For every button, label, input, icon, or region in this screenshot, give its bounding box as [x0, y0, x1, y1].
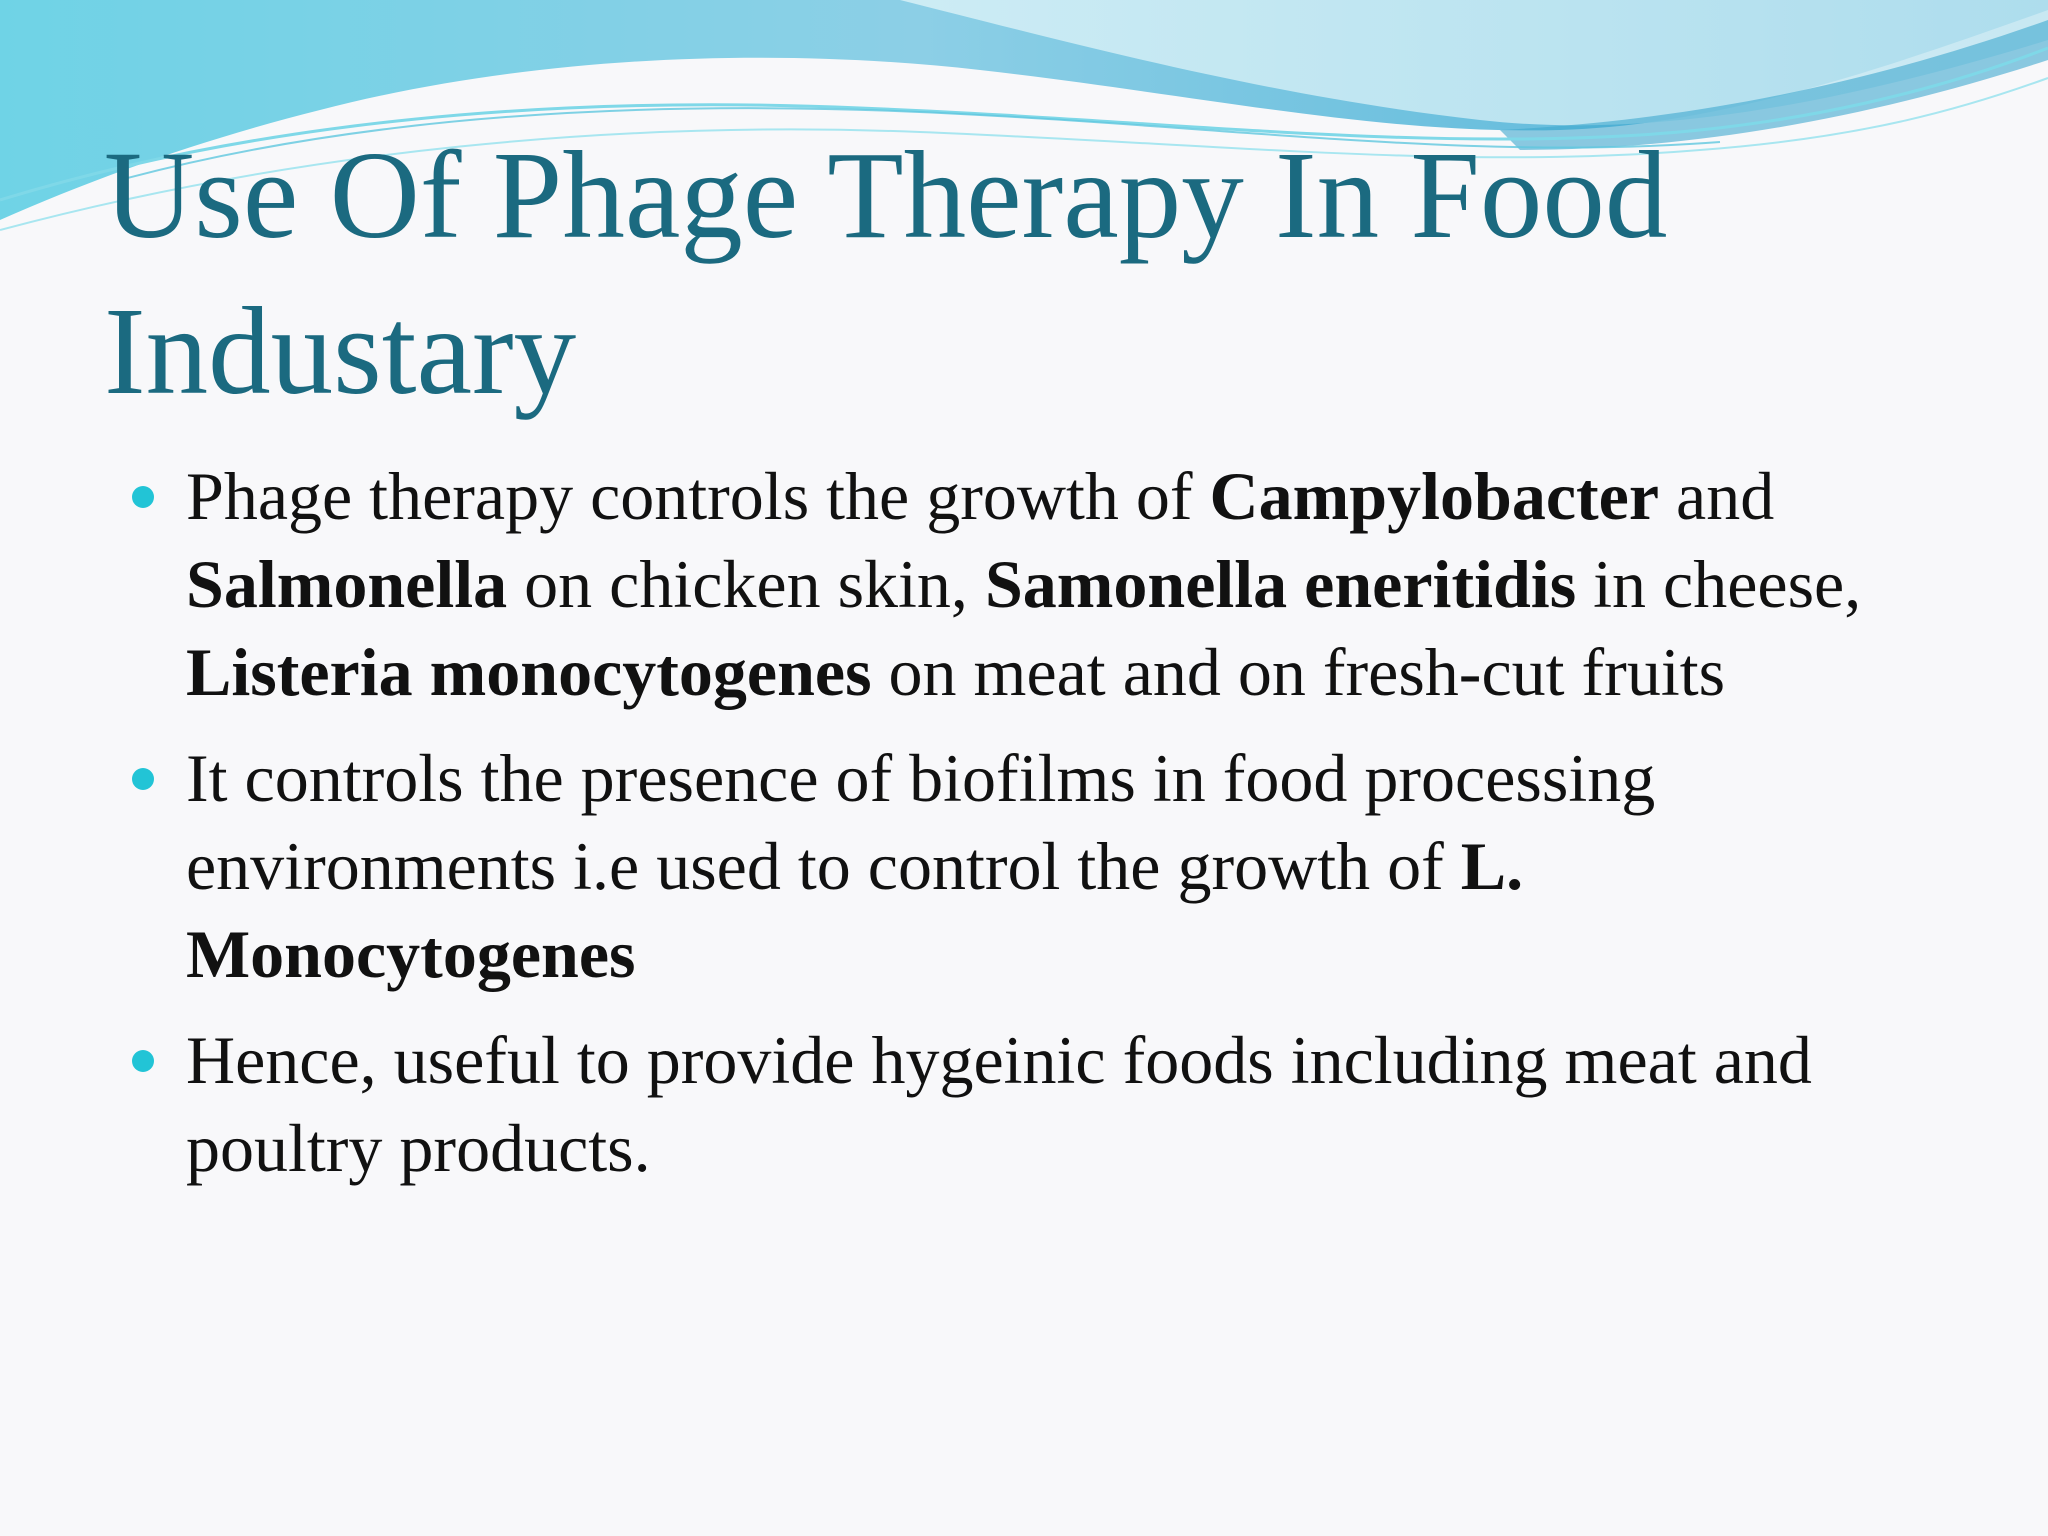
bullet-text: and [1659, 458, 1775, 534]
bullet-text-bold: Salmonella [186, 546, 508, 622]
bullet-dot-icon [132, 1050, 154, 1072]
bullet-dot-icon [132, 768, 154, 790]
bullet-dot-icon [132, 486, 154, 508]
bullet-text: on chicken skin, [507, 546, 985, 622]
bullet-item [130, 734, 1940, 998]
bullet-text: in cheese, [1576, 546, 1862, 622]
bullet-item [130, 452, 1940, 716]
slide-title: Use Of Phage Therapy In Food Industary [104, 127, 1668, 421]
bullet-text: Phage therapy controls the growth of [186, 458, 1210, 534]
bullet-text-bold: Samonella eneritidis [984, 546, 1577, 622]
bullet-text-bold: Listeria monocytogenes [186, 634, 872, 710]
bullet-text-bold: L. Monocytogenes [186, 828, 1524, 992]
bullet-text: Hence, useful to provide hygeinic foods including meat and poultry products. [186, 1022, 1812, 1186]
bullet-list [130, 452, 1940, 1210]
bullet-text: on meat and on fresh-cut fruits [871, 634, 1726, 710]
bullet-item [130, 1016, 1940, 1192]
bullet-text: It controls the presence of biofilms in food processing environments i.e used to control the growth of [186, 740, 1656, 904]
bullet-text-bold: Campylobacter [1209, 458, 1660, 534]
